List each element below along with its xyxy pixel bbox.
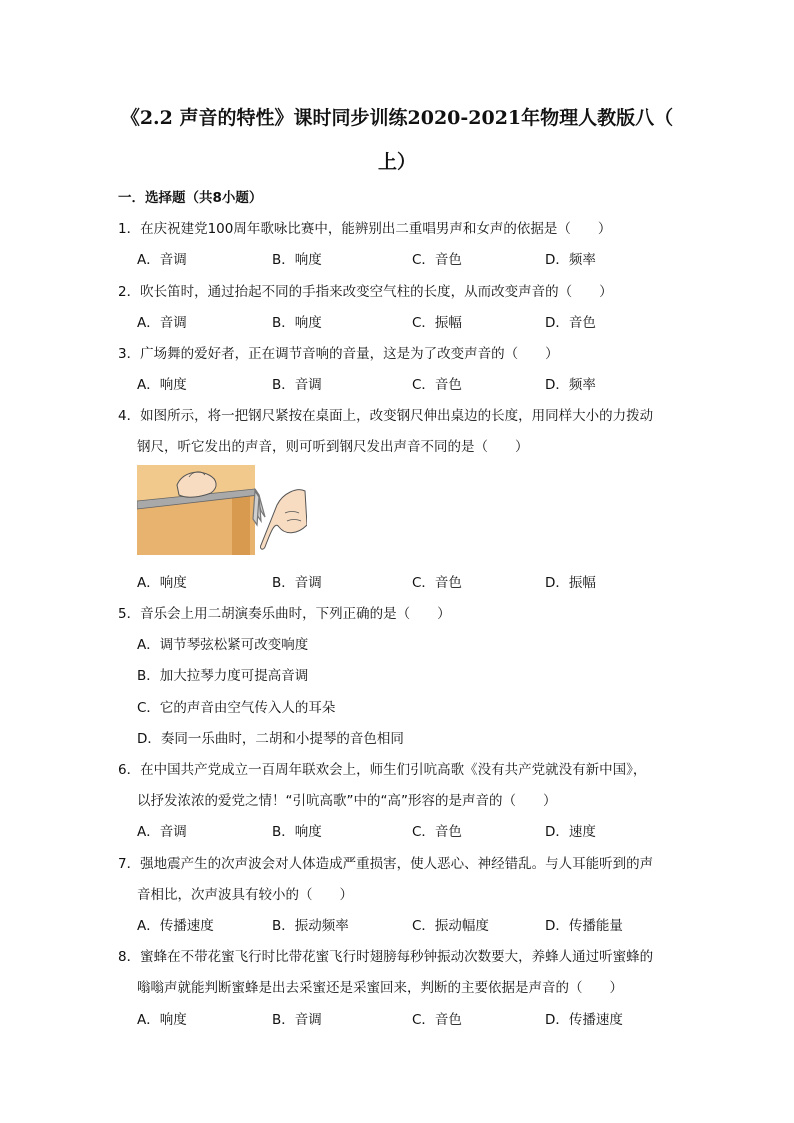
question-3-options (137, 373, 697, 393)
option-a[interactable]: A．音调 (137, 252, 187, 268)
option-d[interactable]: D．振幅 (545, 575, 596, 591)
question-1-options (137, 248, 697, 268)
section-heading: 一．选择题（共8小题） (118, 190, 263, 206)
option-c[interactable]: C．振幅 (412, 315, 462, 331)
question-5-stem: 5．音乐会上用二胡演奏乐曲时，下列正确的是（ ） (118, 606, 451, 622)
option-a[interactable]: A．音调 (137, 824, 187, 840)
option-b[interactable]: B．振动频率 (272, 918, 349, 934)
plucking-hand-icon (260, 490, 307, 549)
option-d[interactable]: D．传播速度 (545, 1012, 623, 1028)
option-b[interactable]: B．响度 (272, 252, 322, 268)
option-a[interactable]: A．调节琴弦松紧可改变响度 (137, 637, 309, 653)
page-title-continued: 上） (377, 151, 416, 173)
vibrating-ruler-end (253, 489, 265, 525)
option-b[interactable]: B．音调 (272, 575, 322, 591)
question-1-stem: 1．在庆祝建党100周年歌咏比赛中，能辨别出二重唱男声和女声的依据是（ ） (118, 221, 612, 237)
table-leg (232, 495, 250, 555)
option-d[interactable]: D．速度 (545, 824, 596, 840)
option-c[interactable]: C．音色 (412, 377, 462, 393)
option-b[interactable]: B．加大拉琴力度可提高音调 (137, 668, 309, 684)
option-b[interactable]: B．响度 (272, 824, 322, 840)
option-c[interactable]: C．音色 (412, 252, 462, 268)
question-6-stem-line-1: 6．在中国共产党成立一百周年联欢会上，师生们引吭高歌《没有共产党就没有新中国》， (118, 762, 647, 778)
option-c[interactable]: C．音色 (412, 1012, 462, 1028)
question-8-stem-line-2: 嗡嗡声就能判断蜜蜂是出去采蜜还是采蜜回来，判断的主要依据是声音的（ ） (137, 980, 623, 996)
question-7-options (137, 914, 697, 934)
question-4-stem-line-2: 钢尺，听它发出的声音，则可听到钢尺发出声音不同的是（ ） (137, 439, 529, 455)
question-8-options (137, 1008, 697, 1028)
question-4-options (137, 571, 697, 591)
option-b[interactable]: B．响度 (272, 315, 322, 331)
option-d[interactable]: D．频率 (545, 252, 596, 268)
page-title: 《2.2 声音的特性》课时同步训练2020-2021年物理人教版八（ (120, 107, 674, 129)
option-d[interactable]: D．频率 (545, 377, 596, 393)
question-6-options (137, 820, 697, 840)
question-8-stem-line-1: 8．蜜蜂在不带花蜜飞行时比带花蜜飞行时翅膀每秒钟振动次数要大，养蜂人通过听蜜蜂的 (118, 949, 654, 965)
option-d[interactable]: D．奏同一乐曲时，二胡和小提琴的音色相同 (137, 731, 404, 747)
option-c[interactable]: C．音色 (412, 575, 462, 591)
question-3-stem: 3．广场舞的爱好者，正在调节音响的音量，这是为了改变声音的（ ） (118, 346, 559, 362)
option-c[interactable]: C．音色 (412, 824, 462, 840)
question-7-stem-line-1: 7．强地震产生的次声波会对人体造成严重损害，使人恶心、神经错乱。与人耳能听到的声 (118, 856, 654, 872)
option-a[interactable]: A．传播速度 (137, 918, 214, 934)
option-d[interactable]: D．音色 (545, 315, 596, 331)
option-a[interactable]: A．响度 (137, 377, 187, 393)
ruler-on-table-figure (137, 465, 307, 555)
option-a[interactable]: A．响度 (137, 1012, 187, 1028)
question-7-stem-line-2: 音相比，次声波具有较小的（ ） (137, 887, 353, 903)
option-a[interactable]: A．响度 (137, 575, 187, 591)
option-c[interactable]: C．它的声音由空气传入人的耳朵 (137, 700, 336, 716)
option-a[interactable]: A．音调 (137, 315, 187, 331)
question-6-stem-line-2: 以抒发浓浓的爱党之情！“引吭高歌”中的“高”形容的是声音的（ ） (137, 793, 557, 809)
option-b[interactable]: B．音调 (272, 377, 322, 393)
option-c[interactable]: C．振动幅度 (412, 918, 489, 934)
option-d[interactable]: D．传播能量 (545, 918, 623, 934)
question-4-stem-line-1: 4．如图所示，将一把钢尺紧按在桌面上，改变钢尺伸出桌边的长度，用同样大小的力拨动 (118, 408, 654, 424)
question-2-options (137, 311, 697, 331)
option-b[interactable]: B．音调 (272, 1012, 322, 1028)
question-2-stem: 2．吹长笛时，通过抬起不同的手指来改变空气柱的长度，从而改变声音的（ ） (118, 284, 613, 300)
